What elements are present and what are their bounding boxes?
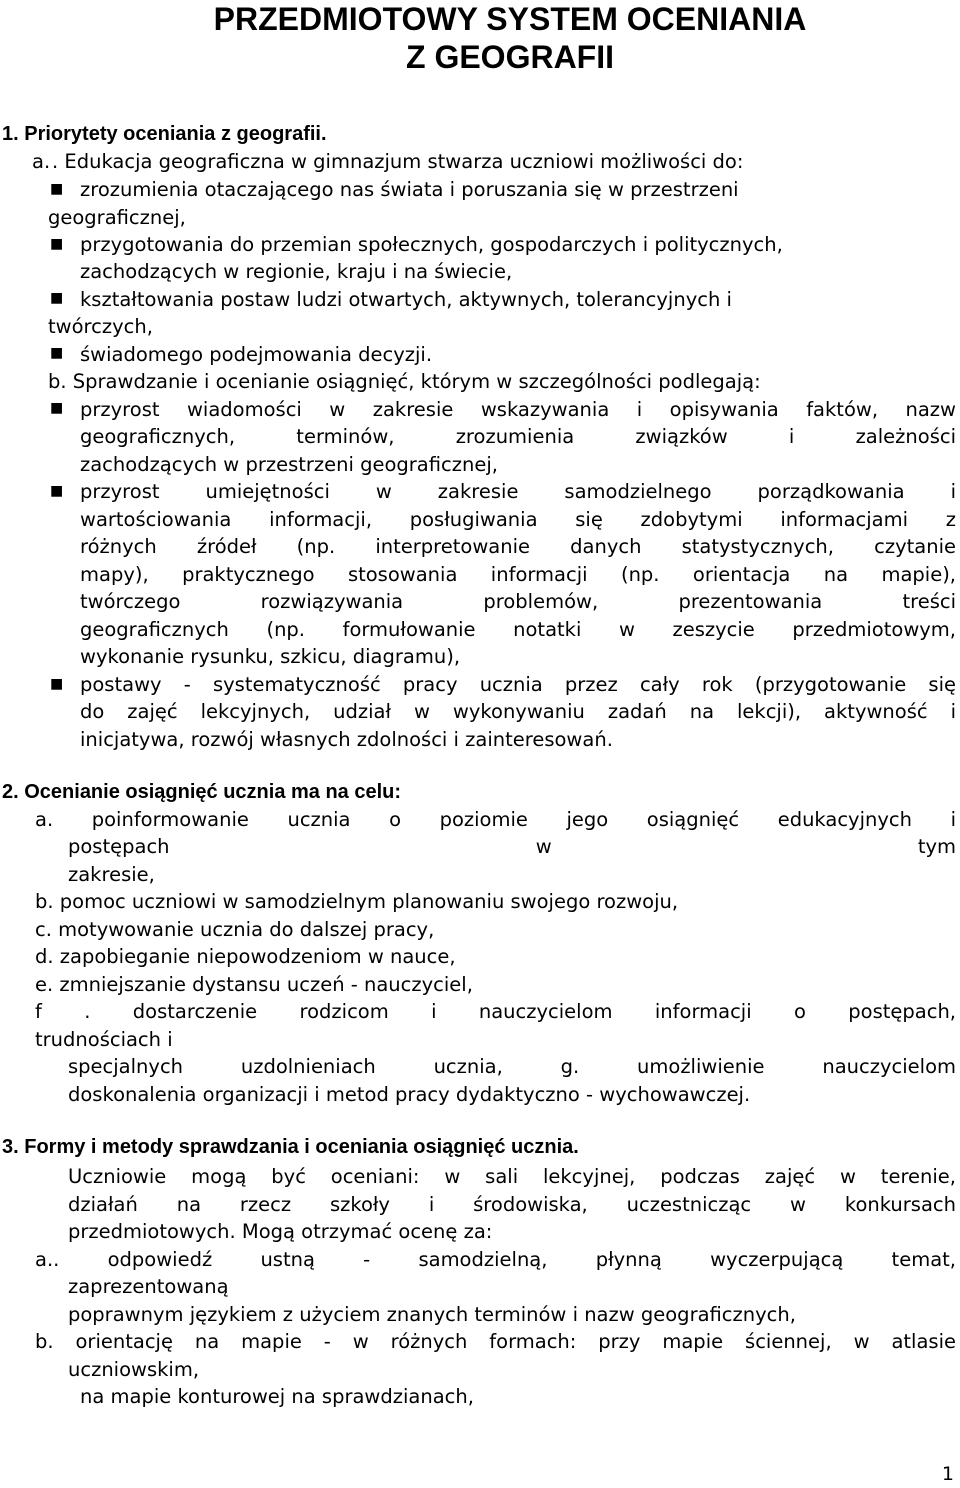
section1-b-line: zachodzących w przestrzeni geograficznej, [80,453,498,476]
bullet-icon: ■ [50,483,64,499]
section1-a-intro: . Edukacja geograficzna w gimnazjum stwarza uczniowi możliwości do: [52,150,744,173]
section3-line: poprawnym językiem z użyciem znanych terminów i nazw geograficznych, [68,1303,796,1326]
bullet-icon: ■ [50,181,64,197]
section1-a-line: zrozumienia otaczającego nas świata i poruszania się w przestrzeni [80,178,739,201]
section1-a-line: kształtowania postaw ludzi otwartych, aktywnych, tolerancyjnych i [80,288,732,311]
section2-item: d. zapobieganie niepowodzeniom w nauce, [35,945,456,968]
section1-heading: 1. Priorytety oceniania z geografii. [2,123,327,145]
section1-b-line: przyrost umiejętności w zakresie samodzielnego porządkowania i [80,480,956,503]
section1-a-line: świadomego podejmowania decyzji. [80,343,433,366]
section1-b-line: geograficznych (np. formułowanie notatki w zeszycie przedmiotowym, [80,618,956,641]
section3-line: przedmiotowych. Mogą otrzymać ocenę za: [68,1220,493,1243]
bullet-icon: ■ [50,345,64,361]
section1-b-line: geograficznych, terminów, zrozumienia związków i zależności [80,425,956,448]
bullet-icon: ■ [50,400,64,416]
document-title-line1: PRZEDMIOTOWY SYSTEM OCENIANIA [213,1,807,37]
section1-b-line: różnych źródeł (np. interpretowanie danych statystycznych, czytanie [80,535,956,558]
section3-line: b. orientację na mapie - w różnych formach: przy mapie ściennej, w atlasie [35,1330,956,1353]
section3-line: uczniowskim, [68,1358,200,1381]
section2-item: b. pomoc uczniowi w samodzielnym planowaniu swojego rozwoju, [35,890,679,913]
section3-heading: 3. Formy i metody sprawdzania i oceniania osiągnięć ucznia. [2,1136,579,1158]
section1-b-line: postawy - systematyczność pracy ucznia przez cały rok (przygotowanie się [80,673,956,696]
bullet-icon: ■ [50,290,64,306]
page-number: 1 [941,1463,954,1485]
section2-item: e. zmniejszanie dystansu uczeń - nauczyciel, [35,973,473,996]
section1-b-line: wykonanie rysunku, szkicu, diagramu), [80,645,461,668]
section3-line: działań na rzecz szkoły i środowiska, uczestnicząc w konkursach [68,1193,956,1216]
section2-item: zakresie, [68,863,155,886]
section2-item: doskonalenia organizacji i metod pracy dydaktyczno - wychowawczej. [68,1083,751,1106]
section1-a-line: przygotowania do przemian społecznych, gospodarczych i politycznych, [80,233,783,256]
section1-b-line: twórczego rozwiązywania problemów, prezentowania treści [80,590,956,613]
section1-b-line: mapy), praktycznego stosowania informacji (np. orientacja na mapie), [80,563,956,586]
section2-item: specjalnych uzdolnieniach ucznia, g. umożliwienie nauczycielom [68,1055,956,1078]
section1-b-intro: b. Sprawdzanie i ocenianie osiągnięć, którym w szczególności podlegają: [48,370,761,393]
section1-a-prefix: a. [32,150,51,173]
bullet-icon: ■ [50,676,64,692]
section3-line: a.. odpowiedź ustną - samodzielną, płynną wyczerpującą temat, [35,1248,956,1271]
section2-item: f . dostarczenie rodzicom i nauczycielom informacji o postępach, [35,1000,956,1023]
section1-b-line: przyrost wiadomości w zakresie wskazywania i opisywania faktów, nazw [80,398,956,421]
section3-line: Uczniowie mogą być oceniani: w sali lekcyjnej, podczas zajęć w terenie, [68,1165,956,1188]
section3-line: zaprezentowaną [68,1275,229,1298]
section1-a-line: twórczych, [48,315,153,338]
section2-item: a. poinformowanie ucznia o poziomie jego osiągnięć edukacyjnych i [35,808,956,831]
section1-b-line: wartościowania informacji, posługiwania się zdobytymi informacjami z [80,508,956,531]
section1-a-line: geograficznej, [48,206,186,229]
section3-line: na mapie konturowej na sprawdzianach, [80,1385,474,1408]
section1-b-line: do zajęć lekcyjnych, udział w wykonywaniu zadań na lekcji), aktywność i [80,700,956,723]
section1-a-line: zachodzących w regionie, kraju i na świecie, [80,260,513,283]
section2-heading: 2. Ocenianie osiągnięć ucznia ma na celu: [2,781,402,803]
section2-item: c. motywowanie ucznia do dalszej pracy, [35,918,435,941]
bullet-icon: ■ [50,236,64,252]
section1-b-line: inicjatywa, rozwój własnych zdolności i zainteresowań. [80,728,613,751]
section2-item: postępach w tym [68,835,956,858]
document-title-line2: Z GEOGRAFII [406,39,614,75]
section2-item: trudnościach i [35,1028,173,1051]
